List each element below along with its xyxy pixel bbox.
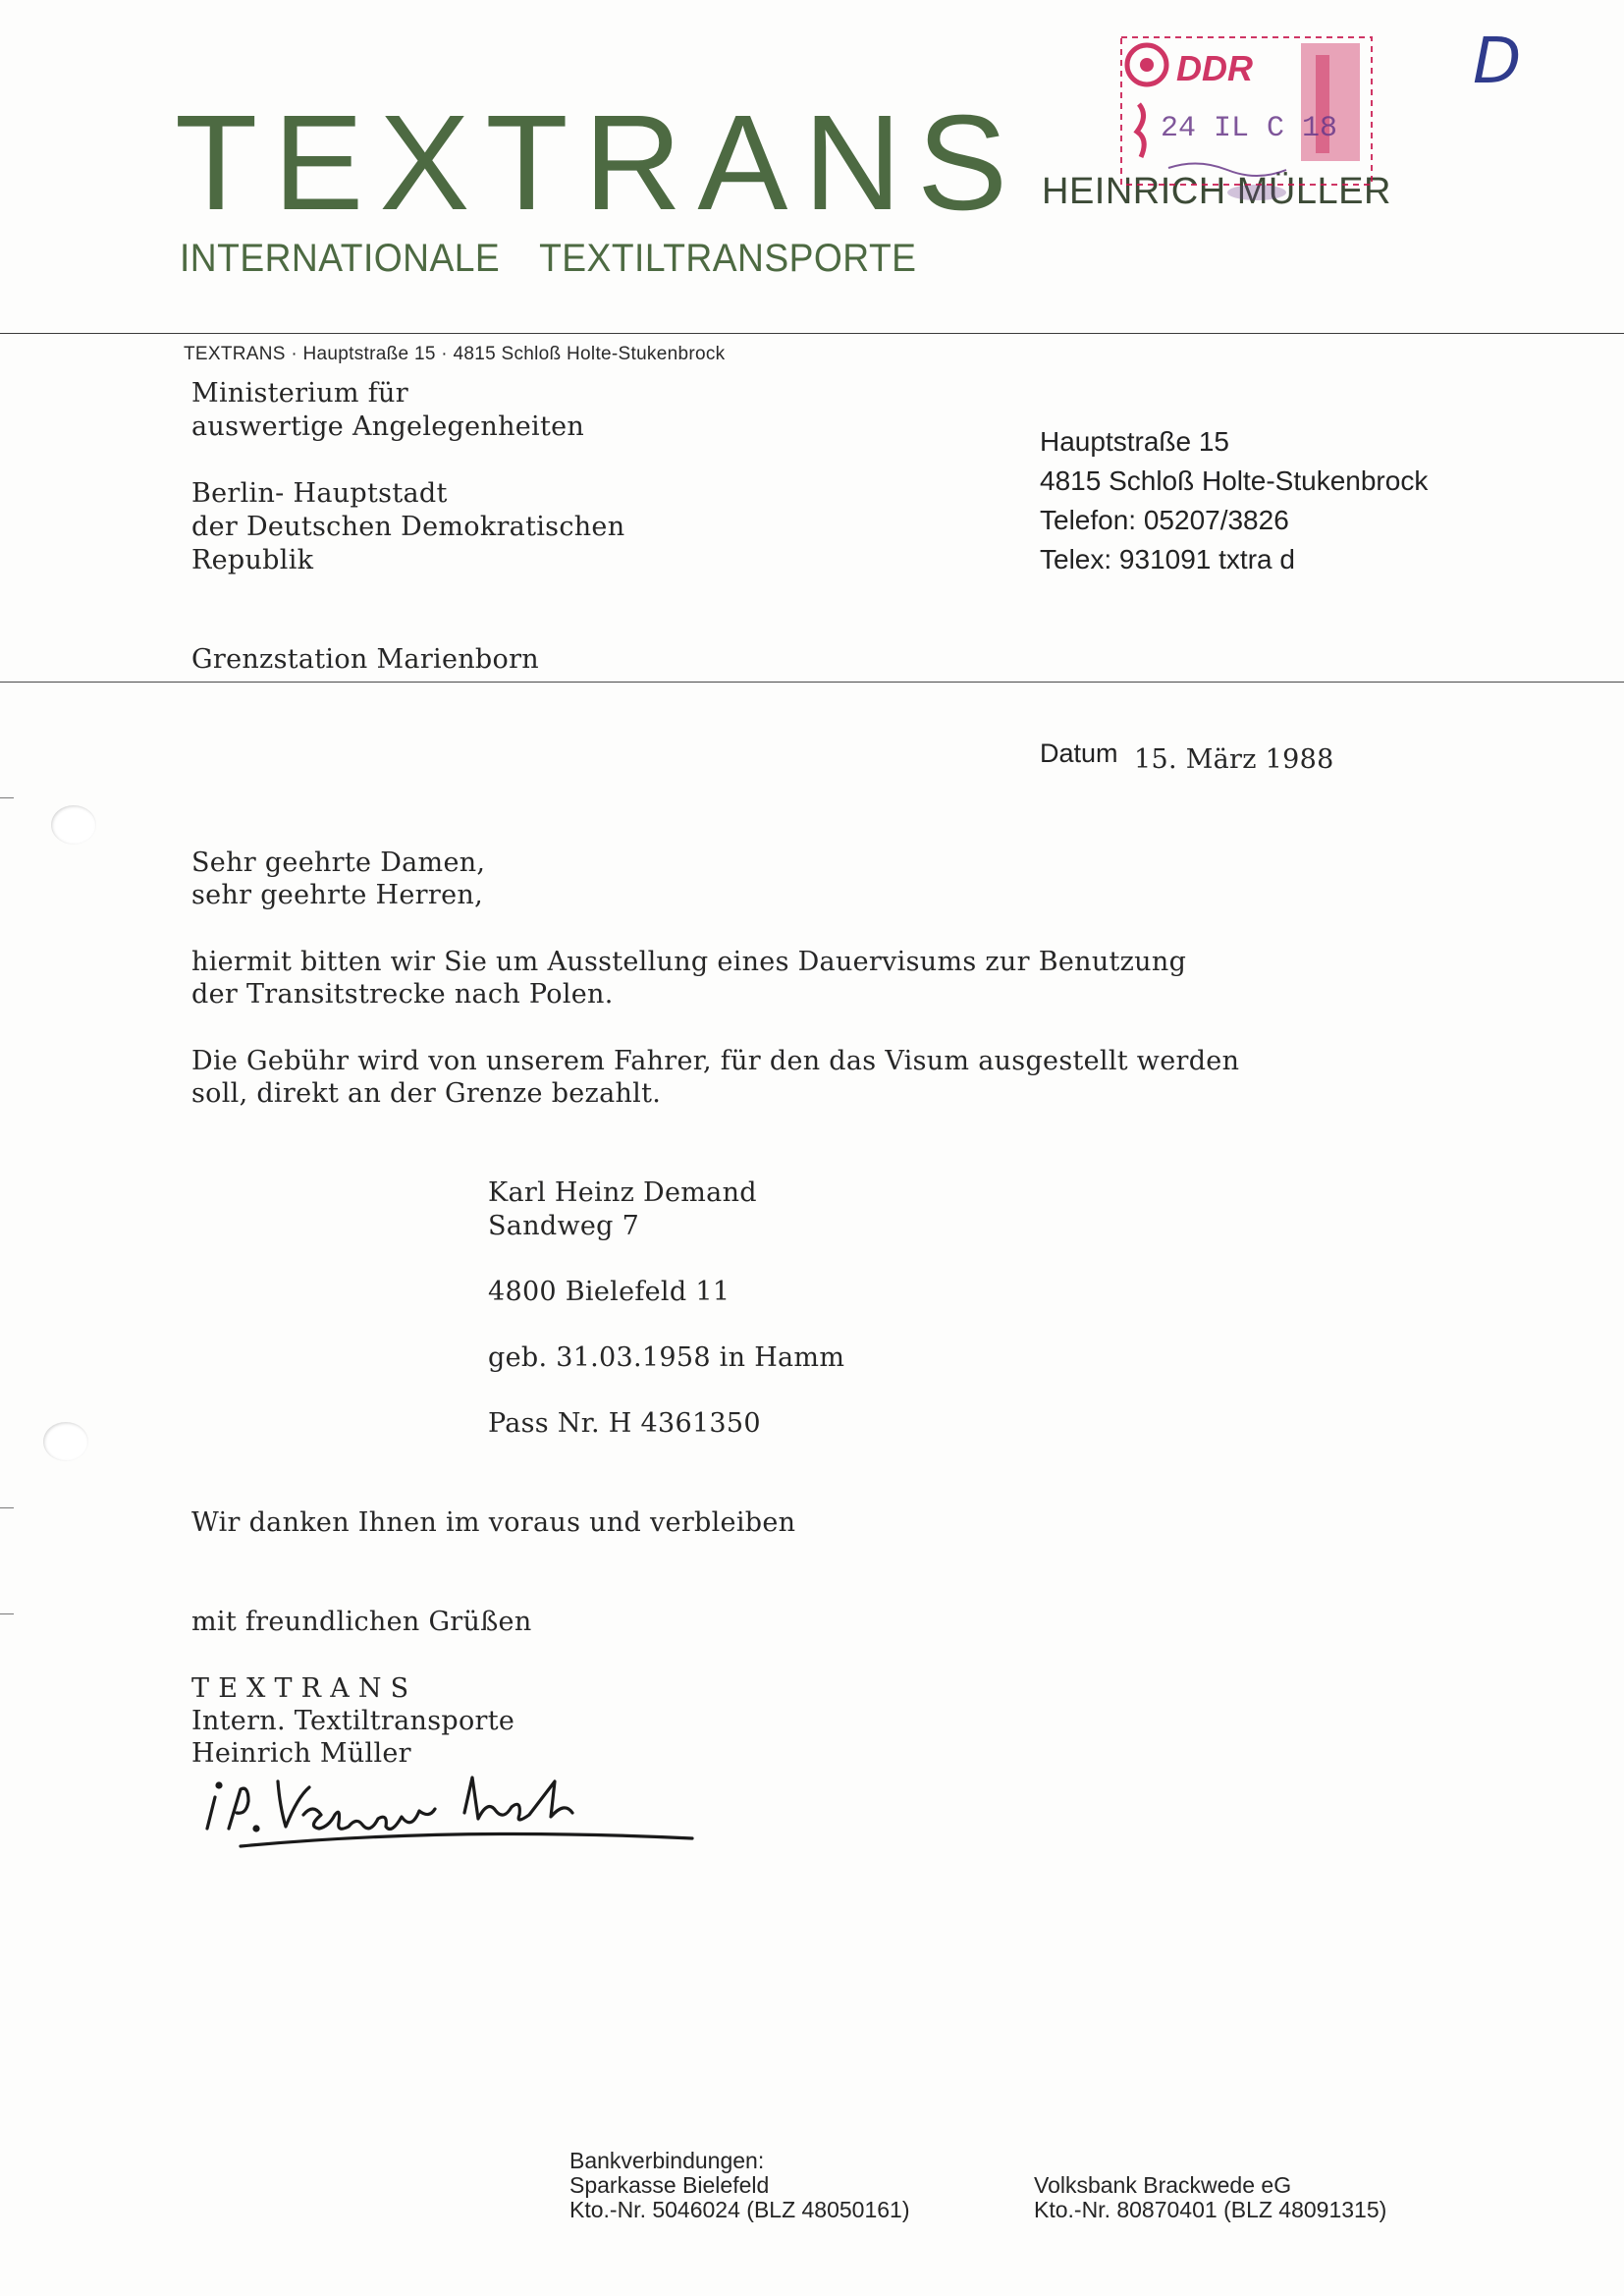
driver-name: Karl Heinz Demand [488,1177,757,1208]
edge-mark [0,1507,14,1508]
thanks-line: Wir danken Ihnen im voraus und verbleiben [191,1507,796,1538]
signature-block [191,1672,514,1770]
date-label: Datum [1040,738,1118,768]
company-address [1040,422,1428,579]
date-value: 15. März 1988 [1133,744,1334,775]
bank2-account: Kto.-Nr. 80870401 (BLZ 48091315) [1034,2197,1387,2222]
edge-mark [0,797,14,798]
stamp-country: DDR [1176,48,1253,88]
address-divider [0,682,1624,683]
paragraph-request [191,946,1186,1011]
brand-logo: TEXTRANS [175,87,1024,239]
bank1-account: Kto.-Nr. 5046024 (BLZ 48050161) [569,2197,910,2222]
driver-details [488,1176,844,1441]
company-street: Hauptstraße 15 [1040,426,1229,457]
driver-city: 4800 Bielefeld 11 [488,1277,731,1307]
recipient-line: Republik [191,545,314,575]
paragraph-line: Die Gebühr wird von unserem Fahrer, für den das Visum ausgestellt werden [191,1046,1240,1076]
salutation [191,847,485,911]
salutation-line: Sehr geehrte Damen, [191,847,486,878]
recipient-spacer [191,444,624,477]
paragraph-line: hiermit bitten wir Sie um Ausstellung eines Dauervisums zur Benutzung [191,947,1187,977]
ddr-stamp [1110,35,1384,202]
owner-name: HEINRICH MÜLLER [1042,171,1391,212]
edge-mark [0,1613,14,1614]
paragraph-line: der Transitstrecke nach Polen. [191,979,614,1010]
salutation-line: sehr geehrte Herren, [191,880,483,910]
recipient-line: Berlin- Hauptstadt [191,478,448,509]
stamp-graphic [1110,35,1384,202]
driver-street: Sandweg 7 [488,1211,640,1241]
signature-owner: Heinrich Müller [191,1738,411,1769]
bank-block-volksbank [1034,2173,1386,2222]
handwritten-mark: D [1473,26,1522,98]
company-phone: Telefon: 05207/3826 [1040,505,1289,535]
paragraph-fee [191,1045,1239,1110]
recipient-location: Grenzstation Marienborn [191,644,539,675]
date-block [1040,738,1334,775]
signature-company: T E X T R A N S [191,1673,409,1704]
driver-birth: geb. 31.03.1958 in Hamm [488,1342,845,1373]
signature-company-full: Intern. Textiltransporte [191,1706,515,1736]
bank-label: Bankverbindungen: [569,2148,765,2173]
driver-passport: Pass Nr. H 4361350 [488,1408,761,1439]
recipient-address [191,377,624,577]
sender-line: TEXTRANS · Hauptstraße 15 · 4815 Schloß Holte-Stukenbrock [184,344,726,364]
recipient-line: Ministerium für [191,378,408,409]
header-divider [0,333,1624,334]
recipient-line: auswertige Angelegenheiten [191,411,585,442]
paragraph-line: soll, direkt an der Grenze bezahlt. [191,1078,662,1109]
company-telex: Telex: 931091 txtra d [1040,544,1295,574]
recipient-line: der Deutschen Demokratischen [191,512,625,542]
company-city: 4815 Schloß Holte-Stukenbrock [1040,465,1429,496]
closing-line: mit freundlichen Grüßen [191,1607,532,1637]
brand-tagline: INTERNATIONALE TEXTILTRANSPORTE [180,237,917,280]
bank2-name: Volksbank Brackwede eG [1034,2172,1292,2198]
bank-block-sparkasse [569,2149,910,2222]
bank1-name: Sparkasse Bielefeld [569,2172,770,2198]
stamp-date: 24 IL C 18 [1161,112,1338,145]
handwritten-signature [201,1768,712,1856]
